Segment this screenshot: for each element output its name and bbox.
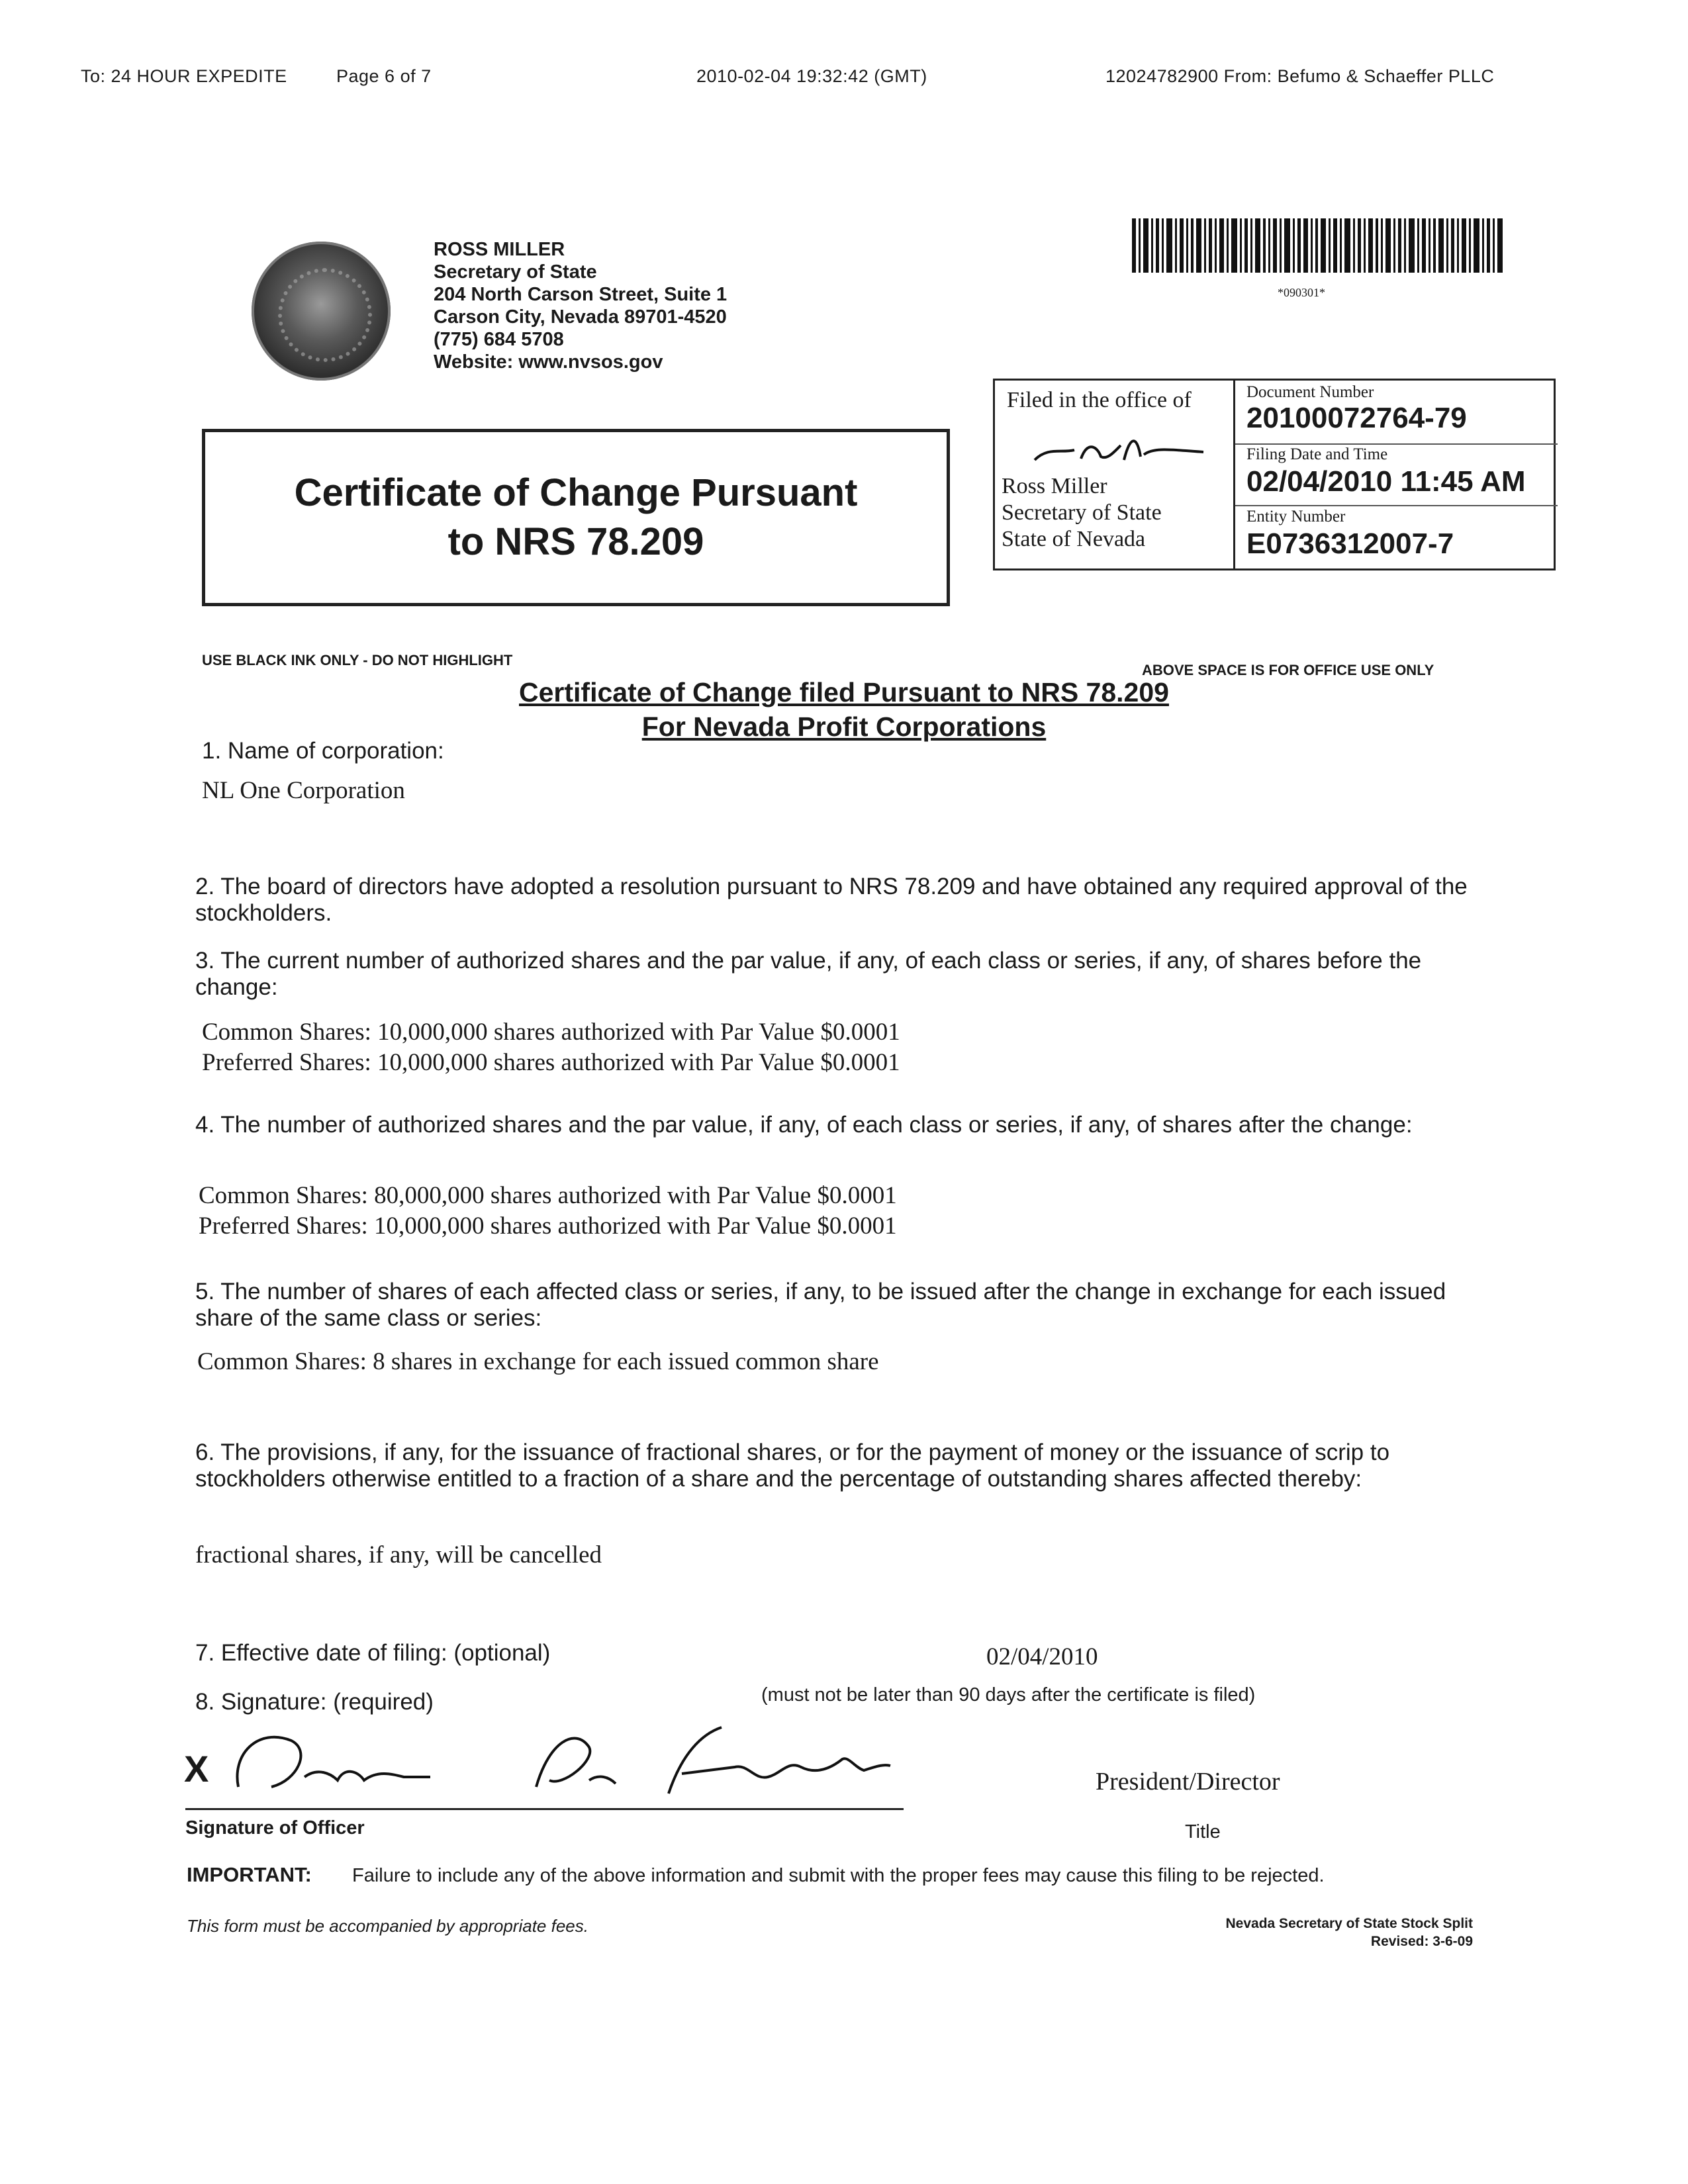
- signer-title-value: President/Director: [1096, 1768, 1280, 1796]
- item-7-label: 7. Effective date of filing: (optional): [195, 1640, 551, 1666]
- item-6-label: 6. The provisions, if any, for the issuance of fractional shares, or for the payment of money or the issuance of scrip to stockholders otherwise entitled to a fraction of a share and the percentage of outstanding shares affected thereby:: [195, 1439, 1390, 1492]
- item-1-answer: NL One Corporation: [202, 777, 405, 804]
- sos-website: Website: www.nvsos.gov: [434, 351, 663, 373]
- item-5-label: 5. The number of shares of each affected class or series, if any, to be issued after the change in exchange for each issued share of the same class or series:: [195, 1279, 1446, 1331]
- sos-title: Secretary of State: [434, 261, 597, 283]
- barcode-icon: [1132, 218, 1503, 273]
- office-use-note: ABOVE SPACE IS FOR OFFICE USE ONLY: [1142, 662, 1434, 678]
- filed-in-label: Filed in the office of: [1007, 388, 1192, 412]
- barcode-number: *090301*: [1278, 286, 1325, 299]
- entity-number-label: Entity Number: [1246, 508, 1346, 525]
- filing-state: State of Nevada: [1002, 527, 1146, 551]
- signature-officer-label: Signature of Officer: [185, 1817, 365, 1839]
- officer-signature-icon: [218, 1714, 894, 1807]
- item-7-note: (must not be later than 90 days after the certificate is filed): [761, 1684, 1256, 1706]
- item-7-answer: 02/04/2010: [986, 1643, 1098, 1670]
- sos-name: ROSS MILLER: [434, 239, 565, 260]
- item-3-answer-line2: Preferred Shares: 10,000,000 shares authorized with Par Value $0.0001: [202, 1049, 900, 1076]
- filing-box-rule: [1235, 505, 1558, 506]
- nevada-seal-icon: [252, 242, 391, 381]
- item-4-answer-line2: Preferred Shares: 10,000,000 shares authorized with Par Value $0.0001: [199, 1212, 897, 1240]
- item-2-label: 2. The board of directors have adopted a resolution pursuant to NRS 78.209 and have obtained any required approval of the stockholders.: [195, 874, 1468, 926]
- fax-from: 12024782900 From: Befumo & Schaeffer PLLC: [1105, 66, 1495, 86]
- form-title-line2: For Nevada Profit Corporations: [641, 711, 1047, 742]
- filing-stamp-box: [993, 379, 1556, 570]
- secretary-of-state-block: [434, 238, 727, 373]
- filing-date: 02/04/2010 11:45 AM: [1246, 465, 1526, 498]
- certificate-title-line1: Certificate of Change Pursuant: [294, 471, 858, 514]
- item-6-answer: fractional shares, if any, will be cancelled: [195, 1541, 602, 1569]
- entity-number: E0736312007-7: [1246, 527, 1454, 560]
- secretary-signature-icon: [1021, 420, 1213, 473]
- signer-title-label: Title: [1185, 1821, 1221, 1843]
- filing-date-label: Filing Date and Time: [1246, 445, 1388, 463]
- ink-note: USE BLACK INK ONLY - DO NOT HIGHLIGHT: [202, 652, 513, 668]
- item-4-answer-line1: Common Shares: 80,000,000 shares authorized with Par Value $0.0001: [199, 1182, 897, 1209]
- document-number: 20100072764-79: [1246, 402, 1467, 434]
- filing-box-divider: [1233, 381, 1235, 569]
- form-title-line1: Certificate of Change filed Pursuant to NRS 78.209: [519, 677, 1169, 707]
- form-title: [0, 675, 1688, 744]
- form-name: Nevada Secretary of State Stock Split: [1225, 1916, 1473, 1931]
- item-1-label: 1. Name of corporation:: [202, 738, 444, 764]
- important-text: Failure to include any of the above information and submit with the proper fees may cause this filing to be rejected.: [352, 1865, 1325, 1886]
- signature-line: [185, 1808, 904, 1810]
- item-3-label: 3. The current number of authorized shares and the par value, if any, of each class or series, if any, of shares before the change:: [195, 948, 1422, 1000]
- fax-timestamp: 2010-02-04 19:32:42 (GMT): [696, 66, 927, 86]
- item-8-label: 8. Signature: (required): [195, 1689, 434, 1715]
- item-3-answer-line1: Common Shares: 10,000,000 shares authorized with Par Value $0.0001: [202, 1019, 900, 1046]
- filing-officer-title: Secretary of State: [1002, 500, 1162, 525]
- filing-box-rule: [1235, 443, 1558, 445]
- signature-x-mark: X: [184, 1748, 209, 1790]
- item-4-label: 4. The number of authorized shares and the par value, if any, of each class or series, if any, of shares after the change:: [195, 1112, 1413, 1138]
- certificate-title-line2: to NRS 78.209: [447, 520, 704, 563]
- certificate-title-box: [202, 429, 950, 606]
- fax-page: Page 6 of 7: [336, 66, 432, 86]
- sos-address1: 204 North Carson Street, Suite 1: [434, 284, 727, 305]
- sos-phone: (775) 684 5708: [434, 329, 564, 350]
- filing-officer-name: Ross Miller: [1002, 474, 1107, 498]
- fees-note: This form must be accompanied by appropriate fees.: [187, 1916, 588, 1936]
- document-number-label: Document Number: [1246, 383, 1374, 401]
- fax-to: To: 24 HOUR EXPEDITE: [81, 66, 287, 86]
- form-revised: Revised: 3-6-09: [1370, 1934, 1473, 1949]
- item-5-answer: Common Shares: 8 shares in exchange for each issued common share: [197, 1348, 879, 1375]
- sos-address2: Carson City, Nevada 89701-4520: [434, 306, 727, 328]
- important-label: IMPORTANT:: [187, 1863, 312, 1886]
